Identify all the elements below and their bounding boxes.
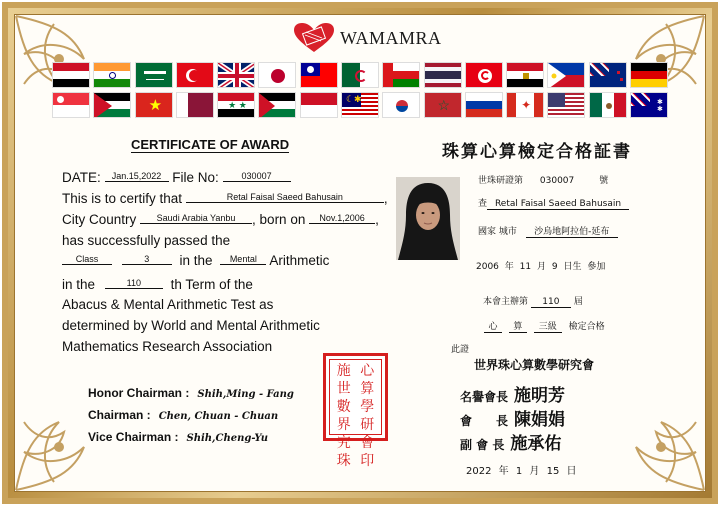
wamamra-logo [292,22,442,54]
cn-vice-name: 施承佑 [510,434,562,454]
cn-country-line [478,224,618,238]
corner-ornament-icon [576,382,706,492]
oman-flag-icon [382,62,420,88]
tunisia-flag-icon [465,62,503,88]
new-zealand-flag-icon [589,62,627,88]
saudi-arabia-flag-icon [135,62,173,88]
australia-flag-icon: ✱ ✱ [630,92,668,118]
qatar-flag-icon [176,92,214,118]
recipient-name: Retal Faisal Saeed Bahusain [186,192,384,203]
singapore-flag-icon [52,92,90,118]
flags-row-bottom [52,92,668,118]
portrait-icon [396,177,460,260]
cn-birth-day: 9 [551,262,558,272]
cn-chair-line [460,405,565,430]
term-text: th Term of the [170,277,253,292]
seal-character: 施 [336,363,351,379]
born-date-value: Nov.1,2006 [309,213,375,224]
seal-character: 數 [336,399,351,415]
flags-row-top [52,62,668,88]
cn-org: 世界珠心算數學研究會 [474,358,595,372]
cn-birth-line [476,259,605,272]
india-flag-icon [93,62,131,88]
cn-date-year-char: 年 [498,466,509,477]
file-no-value: 030007 [223,171,291,182]
honor-chairman-signature: Shih,Ming - Fang [197,389,294,400]
turkey-flag-icon [176,62,214,88]
cn-file-line [478,173,608,186]
cn-month-char: 月 [537,262,547,272]
japan-flag-icon [258,62,296,88]
palestine-flag-icon [258,92,296,118]
cn-name-line [478,196,629,210]
cn-term-line [483,294,583,308]
seal-character: 會 [360,435,375,451]
cn-date-day: 15 [546,466,560,477]
indonesia-flag-icon [300,92,338,118]
cn-birth-year: 2006 [476,262,499,272]
cn-subject-line [484,319,605,333]
vice-chairman-line [88,430,268,444]
chinese-title: 珠算心算檢定合格証書 [442,142,632,162]
red-seal-stamp [323,353,388,469]
egypt-flag-icon [506,62,544,88]
date-value: Jan.15,2022 [105,171,169,182]
type-value: Mental [220,254,266,265]
philippines-flag-icon [547,62,585,88]
grade-value: 3 [122,254,172,265]
algeria-flag-icon [341,62,379,88]
cn-year-char: 年 [504,262,514,272]
cn-date-day-char: 日 [566,466,577,477]
english-title: CERTIFICATE OF AWARD [131,137,290,152]
thailand-flag-icon [424,62,462,88]
cn-honor-name: 施明芳 [514,386,566,406]
statement-line-1: Abacus & Mental Arithmetic Test as [62,297,274,312]
cn-date-month: 1 [515,466,523,477]
taiwan-flag-icon [300,62,338,88]
date-label: DATE: [62,170,101,185]
arithmetic-text: Arithmetic [269,253,330,268]
cn-birth-suffix: 日生 參加 [563,262,606,272]
date-line [62,170,291,185]
seal-character: 心 [360,363,375,379]
term-value: 110 [105,278,163,289]
cn-name: Retal Faisal Saeed Bahusain [487,199,629,210]
chairman-line [88,408,278,422]
morocco-flag-icon: ☆ [424,92,462,118]
south-korea-flag-icon [382,92,420,118]
cn-term-prefix: 本會主辦第 [483,297,529,307]
canada-flag-icon: ✦ [506,92,544,118]
yemen-flag-icon [52,62,90,88]
passed-line: has successfully passed the [62,233,231,248]
honor-chairman-label: Honor Chairman : [88,386,190,400]
cn-honor-title: 名譽會長 [460,390,509,404]
certify-line: This is to certify that Retal Faisal Saeed Bahusain , [62,191,388,206]
in-the-text: in the [179,253,213,268]
cn-file-suffix: 號 [599,176,609,186]
vice-chairman-signature: Shih,Cheng-Yu [186,433,268,444]
chairman-signature: Chen, Chuan - Chuan [158,411,279,422]
cn-country-label: 國家 城市 [478,227,517,237]
united-kingdom-flag-icon [217,62,255,88]
seal-character: 印 [360,453,375,469]
malaysia-flag-icon: ☾✱ [341,92,379,118]
city-line: City Country Saudi Arabia Yanbu , born on Nov.1,2006 , [62,212,379,227]
mexico-flag-icon [589,92,627,118]
statement-line-3: Mathematics Research Association [62,339,273,354]
cn-subject-1: 心 [484,319,502,333]
seal-character: 界 [336,417,351,433]
seal-character: 學 [360,399,375,415]
cn-hereby: 此證 [451,345,470,355]
vietnam-flag-icon: ★ [135,92,173,118]
seal-character: 算 [360,381,375,397]
cn-name-prefix: 查 [478,199,488,209]
honor-chairman-line [88,386,294,400]
cn-honor-line [460,381,565,406]
in-the-text-2: in the [62,277,96,292]
recipient-photo [396,177,460,260]
cn-term-no: 110 [531,297,571,308]
cn-subject-2: 算 [509,319,527,333]
jordan-flag-icon [93,92,131,118]
cn-birth-month: 11 [519,262,532,272]
city-country-value: Saudi Arabia Yanbu [140,213,252,224]
chairman-label: Chairman : [88,408,151,422]
usa-flag-icon [547,92,585,118]
cn-country-value: 沙烏地阿拉伯-延布 [526,224,618,238]
cn-term-suffix: 屆 [573,297,583,307]
city-country-label: City Country [62,212,137,227]
seal-character: 珠 [336,453,351,469]
logo-text: WAMAMRA [340,27,442,48]
cn-level: 三級 [534,319,562,333]
cn-chair-name: 陳娟娟 [514,410,566,430]
term-line [62,277,253,292]
cn-vice-title: 副 會 長 [460,438,505,452]
cn-date-line [466,462,577,477]
vice-chairman-label: Vice Chairman : [88,430,179,444]
heart-abacus-logo-icon [292,22,336,54]
syria-flag-icon: ★ ★ [217,92,255,118]
cn-file-no: 030007 [539,176,575,186]
seal-character: 世 [336,381,351,397]
cn-date-month-char: 月 [529,466,540,477]
file-label: File No: [172,170,219,185]
russia-flag-icon [465,92,503,118]
born-label: , born on [252,212,306,227]
seal-character: 究 [336,435,351,451]
seal-characters [329,359,382,469]
cn-date-year: 2022 [466,466,492,477]
cn-vice-line [460,429,561,454]
certify-text: This is to certify that [62,191,183,206]
seal-character: 研 [360,417,375,433]
class-value: Class [62,254,112,265]
cn-chair-title: 會 長 [460,414,509,428]
statement-line-2: determined by World and Mental Arithmetic [62,318,320,333]
class-line [62,253,329,268]
cn-file-label: 世珠研證第 [478,176,524,186]
germany-flag-icon [630,62,668,88]
cn-pass-text: 檢定合格 [568,322,605,332]
